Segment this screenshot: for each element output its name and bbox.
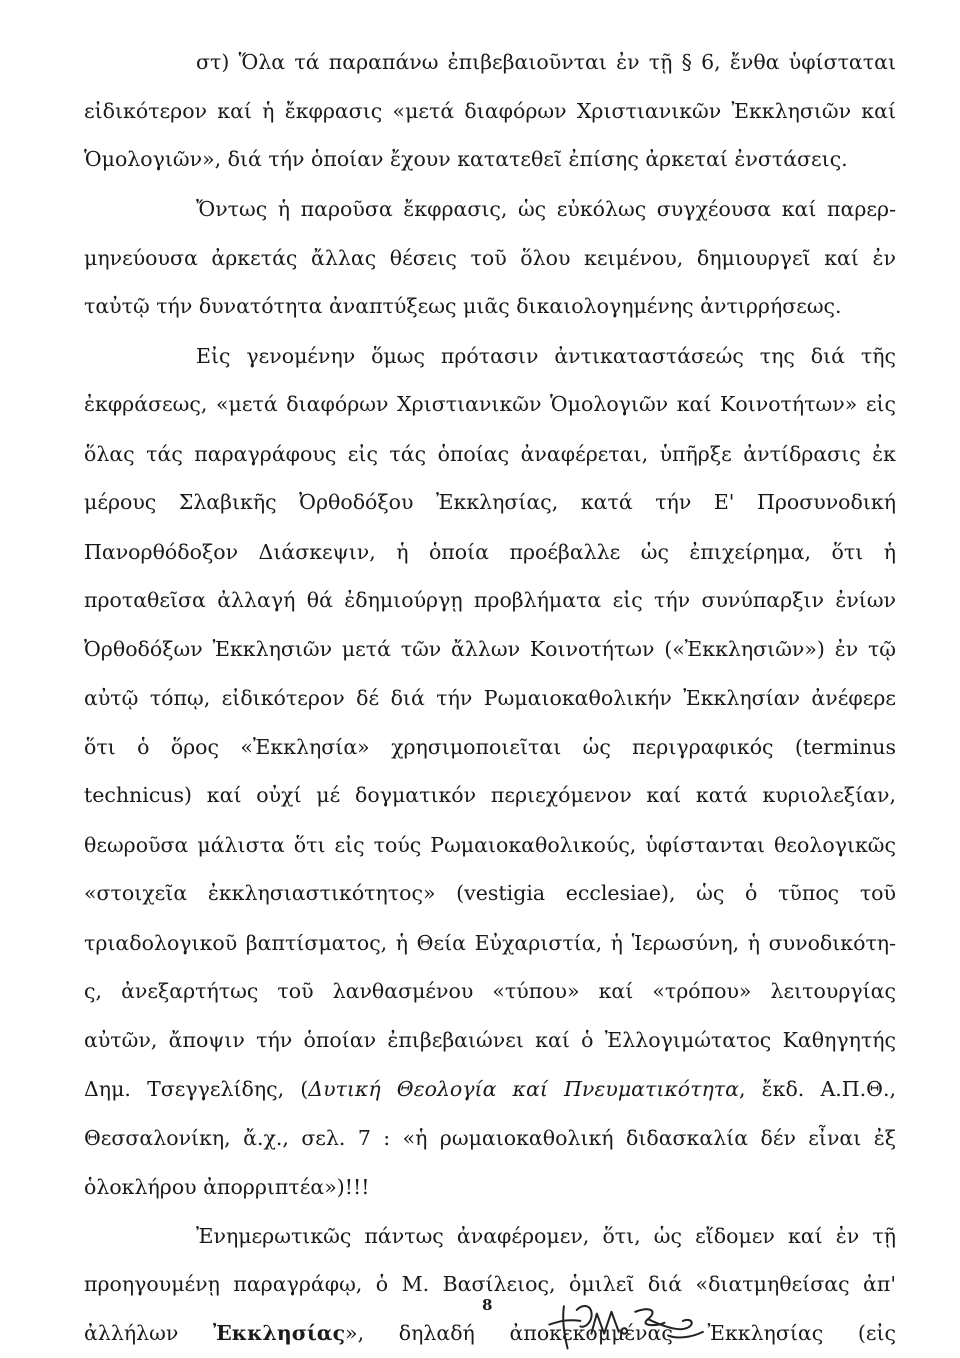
text-line-20: ς, ἀνεξαρτήτως τοῦ λανθασμένου «τύπου» καί «τρόπου» λειτουργίας: [84, 979, 896, 1004]
line27-start: ἀλλήλων: [84, 1321, 213, 1345]
text-line-23: Θεσσαλονίκη, ἄ.χ., σελ. 7 : «ἡ ρωμαιοκαθολική διδασκαλία δέν εἶναι ἐξ: [84, 1125, 896, 1150]
text-line-25: Ἐνημερωτικῶς πάντως ἀναφέρομεν, ὅτι, ὡς εἴδομεν καί ἐν τῇ: [196, 1223, 896, 1248]
citation-line: [84, 1074, 896, 1104]
text-line-21: αὐτῶν, ἄποψιν τήν ὁποίαν ἐπιβεβαιώνει καί ὁ Ἐλλογιμώτατος Καθηγητής: [84, 1027, 896, 1052]
text-line-5: μηνεύουσα ἀρκετάς ἄλλας θέσεις τοῦ ὅλου κειμένου, δημιουργεῖ καί ἐν: [84, 245, 896, 270]
text-line-7: Εἰς γενομένην ὅμως πρότασιν ἀντικαταστάσεώς της διά τῆς: [196, 343, 896, 368]
text-line-4: Ὄντως ἡ παροῦσα ἔκφρασις, ὡς εὐκόλως συγχέουσα καί παρερ-: [196, 197, 896, 222]
text-line-3: Ὁμολογιῶν», διά τήν ὁποίαν ἔχουν κατατεθεῖ ἐπίσης ἀρκεταί ἐνστάσεις.: [84, 147, 848, 172]
handwritten-signature: [532, 1288, 722, 1352]
text-line-16: technicus) καί οὐχί μέ δογματικόν περιεχόμενον καί κατά κυριολεξίαν,: [84, 783, 896, 808]
text-line-10: μέρους Σλαβικῆς Ὀρθοδόξου Ἐκκλησίας, κατά τήν Ε' Προσυνοδική: [84, 490, 896, 515]
citation-author: Δημ. Τσεγγελίδης, (: [84, 1077, 309, 1102]
text-line-11: Πανορθόδοξον Διάσκεψιν, ἡ ὁποία προέβαλλε ὡς ἐπιχείρημα, ὅτι ἡ: [84, 539, 896, 564]
text-line-14: αὐτῷ τόπῳ, εἰδικότερον δέ διά τήν Ρωμαιοκαθολικήν Ἐκκλησίαν ἀνέφερε: [84, 686, 896, 711]
text-line-12: προταθεῖσα ἀλλαγή θά ἐδημιούργῃ προβλήματα εἰς τήν συνύπαρξιν ἐνίων: [84, 588, 896, 613]
text-line-2: εἰδικότερον καί ἡ ἔκφρασις «μετά διαφόρων Χριστιανικῶν Ἐκκλησιῶν καί: [84, 98, 896, 123]
text-line-24: ὁλοκλήρου ἀπορριπτέα»)!!!: [84, 1175, 370, 1200]
text-line-17: θεωροῦσα μάλιστα ὅτι εἰς τούς Ρωμαιοκαθολικούς, ὑφίστανται θεολογικῶς: [84, 832, 896, 857]
text-line-1: στ) Ὅλα τά παραπάνω ἐπιβεβαιοῦνται ἐν τῇ § 6, ἔνθα ὑφίσταται: [196, 50, 896, 74]
text-line-9: ὅλας τάς παραγράφους εἰς τάς ὁποίας ἀναφέρεται, ὑπῆρξε ἀντίδρασις ἐκ: [84, 441, 896, 466]
line27-end: », δηλαδή ἀποκεκομμένας Ἐκκλησίας (εἰς: [345, 1321, 896, 1345]
text-line-6: ταὐτῷ τήν δυνατότητα ἀναπτύξεως μιᾶς δικαιολογημένης ἀντιρρήσεως.: [84, 294, 842, 319]
citation-publisher: , ἔκδ. Α.Π.Θ.,: [738, 1077, 896, 1102]
text-line-15: ὅτι ὁ ὅρος «Ἐκκλησία» χρησιμοποιεῖται ὡς περιγραφικός (terminus: [84, 734, 896, 759]
text-line-18: «στοιχεῖα ἐκκλησιαστικότητος» (vestigia ecclesiae), ὡς ὁ τῦπος τοῦ: [84, 881, 896, 906]
citation-title: Δυτική Θεολογία καί Πνευματικότητα: [308, 1077, 739, 1102]
text-line-8: ἐκφράσεως, «μετά διαφόρων Χριστιανικῶν Ὁμολογιῶν καί Κοινοτήτων» εἰς: [84, 392, 896, 417]
bold-word: Ἐκκλησίας: [212, 1321, 346, 1345]
text-line-27: [84, 1318, 896, 1348]
text-line-26: προηγουμένῃ παραγράφῳ, ὁ Μ. Βασίλειος, ὁμιλεῖ διά «διατμηθείσας ἀπ': [84, 1272, 896, 1297]
page-number: 8: [482, 1296, 493, 1314]
text-line-19: τριαδολογικοῦ βαπτίσματος, ἡ Θεία Εὐχαριστία, ἡ Ἱερωσύνη, ἡ συνοδικότη-: [84, 930, 896, 955]
text-line-13: Ὀρθοδόξων Ἐκκλησιῶν μετά τῶν ἄλλων Κοινοτήτων («Ἐκκλησιῶν») ἐν τῷ: [84, 636, 896, 661]
